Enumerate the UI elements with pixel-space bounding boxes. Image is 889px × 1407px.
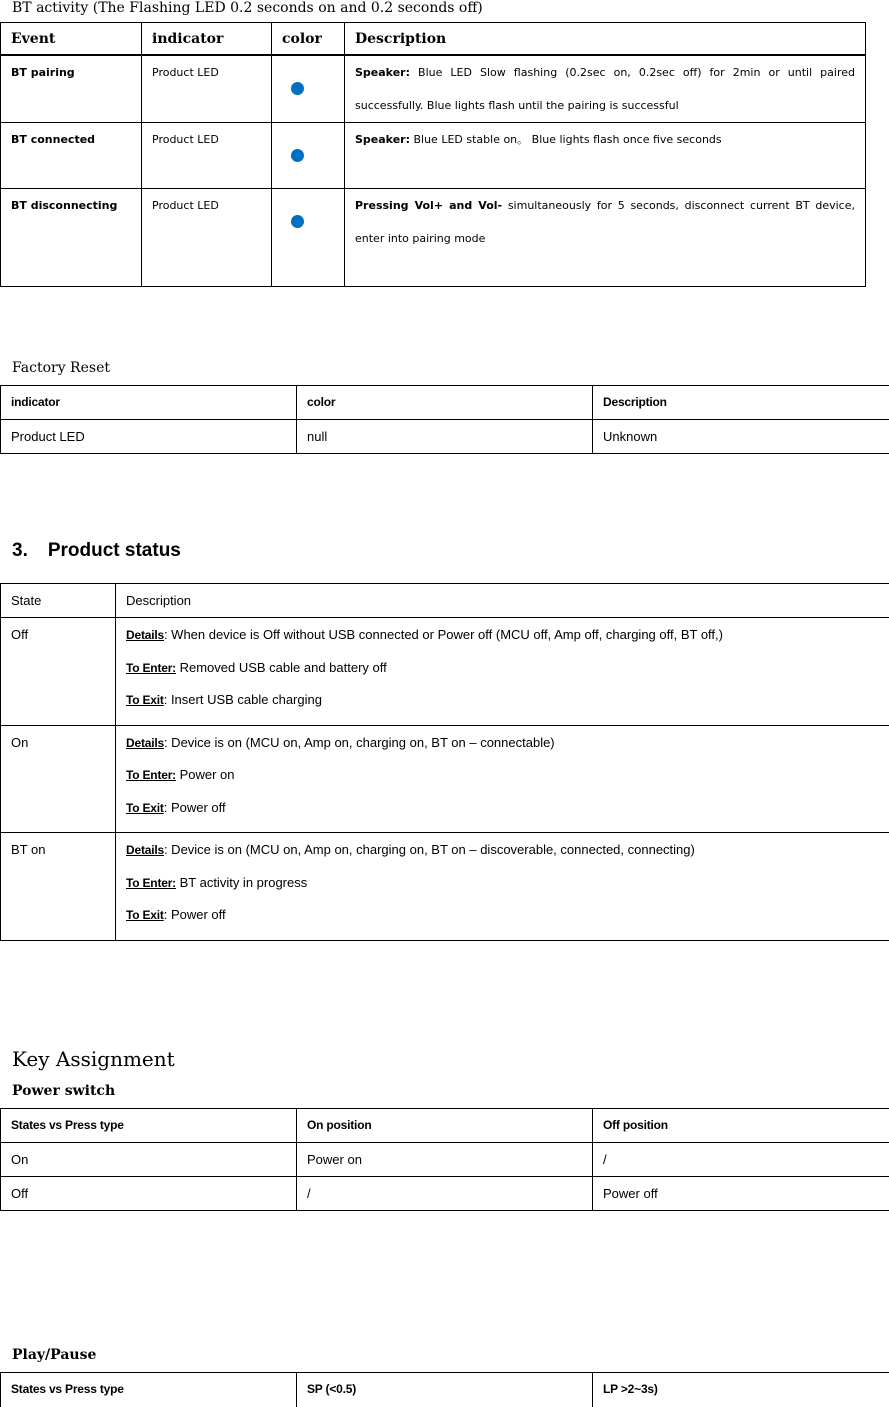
details-text: : When device is Off without USB connected or Power off (MCU off, Amp off, charging off, BT off,) xyxy=(164,627,723,642)
details-label: Details xyxy=(126,736,164,750)
column-header-description: Description xyxy=(116,584,889,618)
table-header-row xyxy=(1,584,889,618)
table-row xyxy=(1,122,866,188)
enter-text: BT activity in progress xyxy=(176,875,307,890)
enter-line xyxy=(126,875,889,908)
table-cell: Off xyxy=(1,1177,297,1211)
exit-line xyxy=(126,907,889,940)
factory-reset-caption: Factory Reset xyxy=(12,360,110,376)
table-row xyxy=(1,725,889,833)
description-cell xyxy=(345,55,866,123)
enter-text: Removed USB cable and battery off xyxy=(176,660,387,675)
description-cell xyxy=(116,833,889,941)
bt-activity-table xyxy=(0,22,866,287)
column-header-indicator: indicator xyxy=(1,386,297,420)
section-number: 3. xyxy=(12,540,28,561)
column-header-states: States vs Press type xyxy=(1,1109,297,1143)
table-cell: Power on xyxy=(297,1143,593,1177)
column-header-description: Description xyxy=(593,386,889,420)
table-row xyxy=(1,188,866,286)
column-header-on-position: On position xyxy=(297,1109,593,1143)
table-cell: Product LED xyxy=(1,420,297,454)
led-color-dot-icon xyxy=(291,215,304,228)
description-cell xyxy=(345,188,866,286)
enter-label: To Enter: xyxy=(126,661,176,675)
indicator-cell: Product LED xyxy=(142,122,272,188)
factory-reset-table xyxy=(0,385,889,454)
details-text: : Device is on (MCU on, Amp on, charging on, BT on – connectable) xyxy=(164,735,555,750)
table-row xyxy=(1,55,866,123)
table-header-row xyxy=(1,1109,889,1143)
exit-line xyxy=(126,692,889,725)
details-line xyxy=(126,735,889,768)
bt-activity-caption: BT activity (The Flashing LED 0.2 seconds on and 0.2 seconds off) xyxy=(12,0,483,16)
indicator-cell: Product LED xyxy=(142,188,272,286)
description-text: Blue LED stable on。 Blue lights flash once five seconds xyxy=(410,133,722,146)
enter-text: Power on xyxy=(176,767,235,782)
product-status-table xyxy=(0,583,889,941)
column-header-color: color xyxy=(297,386,593,420)
column-header-description: Description xyxy=(345,23,866,55)
description-bold: Speaker: xyxy=(355,133,410,146)
table-row xyxy=(1,1177,889,1211)
led-color-dot-icon xyxy=(291,149,304,162)
table-row xyxy=(1,833,889,941)
table-cell: Unknown xyxy=(593,420,889,454)
exit-text: : Insert USB cable charging xyxy=(164,692,322,707)
column-header-indicator: indicator xyxy=(142,23,272,55)
column-header-short-press: SP (<0.5) xyxy=(297,1373,593,1407)
section-heading xyxy=(12,540,181,562)
table-cell: Power off xyxy=(593,1177,889,1211)
table-row xyxy=(1,618,889,726)
description-bold: Speaker: xyxy=(355,66,410,79)
play-pause-table xyxy=(0,1372,889,1407)
color-cell xyxy=(272,122,345,188)
exit-label: To Exit xyxy=(126,908,164,922)
table-header-row xyxy=(1,1373,889,1407)
enter-label: To Enter: xyxy=(126,876,176,890)
state-cell: Off xyxy=(1,618,116,726)
event-cell: BT pairing xyxy=(1,55,142,123)
exit-label: To Exit xyxy=(126,693,164,707)
exit-text: : Power off xyxy=(164,907,226,922)
description-cell xyxy=(116,618,889,726)
enter-line xyxy=(126,767,889,800)
exit-line xyxy=(126,800,889,833)
key-assignment-title: Key Assignment xyxy=(12,1047,175,1071)
column-header-states: States vs Press type xyxy=(1,1373,297,1407)
table-header-row xyxy=(1,23,866,55)
details-label: Details xyxy=(126,843,164,857)
play-pause-caption: Play/Pause xyxy=(12,1347,96,1363)
table-cell: On xyxy=(1,1143,297,1177)
power-switch-caption: Power switch xyxy=(12,1083,115,1099)
table-row xyxy=(1,1143,889,1177)
state-cell: BT on xyxy=(1,833,116,941)
table-cell: null xyxy=(297,420,593,454)
details-label: Details xyxy=(126,628,164,642)
exit-text: : Power off xyxy=(164,800,226,815)
table-cell: / xyxy=(297,1177,593,1211)
enter-label: To Enter: xyxy=(126,768,176,782)
details-line xyxy=(126,627,889,660)
description-text: Blue LED Slow flashing (0.2sec on, 0.2sec off) for 2min or until paired successfully. Blue lights flash until the pairing is successful xyxy=(355,66,855,112)
description-bold: Pressing Vol+ and Vol- xyxy=(355,199,502,212)
description-cell xyxy=(345,122,866,188)
enter-line xyxy=(126,660,889,693)
details-line xyxy=(126,842,889,875)
color-cell xyxy=(272,188,345,286)
table-header-row xyxy=(1,386,889,420)
exit-label: To Exit xyxy=(126,801,164,815)
led-color-dot-icon xyxy=(291,82,304,95)
state-cell: On xyxy=(1,725,116,833)
details-text: : Device is on (MCU on, Amp on, charging on, BT on – discoverable, connected, connecting) xyxy=(164,842,695,857)
power-switch-table xyxy=(0,1108,889,1211)
column-header-state: State xyxy=(1,584,116,618)
event-cell: BT connected xyxy=(1,122,142,188)
table-cell: / xyxy=(593,1143,889,1177)
column-header-event: Event xyxy=(1,23,142,55)
color-cell xyxy=(272,55,345,123)
description-text: simultaneously for 5 seconds, disconnect current BT device, enter into pairing mode xyxy=(355,199,855,245)
column-header-off-position: Off position xyxy=(593,1109,889,1143)
indicator-cell: Product LED xyxy=(142,55,272,123)
section-title: Product status xyxy=(48,540,181,561)
table-row xyxy=(1,420,889,454)
column-header-color: color xyxy=(272,23,345,55)
event-cell: BT disconnecting xyxy=(1,188,142,286)
column-header-long-press: LP >2~3s) xyxy=(593,1373,889,1407)
description-cell xyxy=(116,725,889,833)
